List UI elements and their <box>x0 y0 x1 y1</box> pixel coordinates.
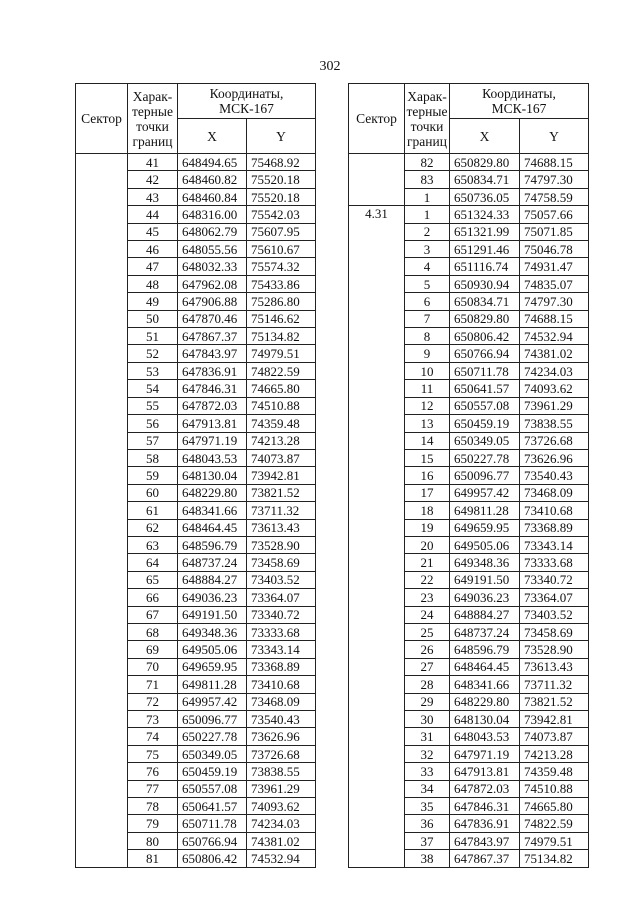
cell-y: 73540.43 <box>247 711 316 728</box>
cell-y: 74381.02 <box>247 832 316 849</box>
cell-point: 78 <box>128 798 178 815</box>
cell-y: 73368.89 <box>520 519 589 536</box>
cell-y: 73340.72 <box>247 606 316 623</box>
header-coordinates-line: Координаты, <box>482 86 556 101</box>
cell-point: 41 <box>128 154 178 171</box>
cell-point: 11 <box>405 380 450 397</box>
cell-y: 74510.88 <box>520 780 589 797</box>
cell-y: 73626.96 <box>247 728 316 745</box>
header-points <box>128 84 178 154</box>
cell-x: 648229.80 <box>450 693 520 710</box>
cell-x: 647836.91 <box>450 815 520 832</box>
cell-y: 74665.80 <box>520 798 589 815</box>
cell-x: 648464.45 <box>450 658 520 675</box>
cell-y: 73613.43 <box>520 658 589 675</box>
cell-point: 69 <box>128 641 178 658</box>
cell-point: 42 <box>128 171 178 188</box>
cell-y: 73838.55 <box>247 763 316 780</box>
cell-x: 650557.08 <box>178 780 247 797</box>
cell-x: 650459.19 <box>178 763 247 780</box>
cell-y: 74797.30 <box>520 293 589 310</box>
cell-point: 47 <box>128 258 178 275</box>
cell-point: 63 <box>128 536 178 553</box>
cell-point: 28 <box>405 676 450 693</box>
cell-point: 12 <box>405 397 450 414</box>
page-number: 302 <box>319 59 341 74</box>
cell-y: 73821.52 <box>520 693 589 710</box>
cell-point: 53 <box>128 362 178 379</box>
cell-point: 82 <box>405 154 450 171</box>
cell-y: 74931.47 <box>520 258 589 275</box>
cell-point: 61 <box>128 502 178 519</box>
cell-point: 10 <box>405 362 450 379</box>
cell-point: 9 <box>405 345 450 362</box>
cell-sector <box>349 154 405 206</box>
cell-x: 650349.05 <box>450 432 520 449</box>
coordinates-table-right <box>348 83 589 868</box>
cell-point: 55 <box>128 397 178 414</box>
cell-y: 75433.86 <box>247 275 316 292</box>
cell-x: 648464.45 <box>178 519 247 536</box>
cell-x: 650834.71 <box>450 293 520 310</box>
cell-point: 57 <box>128 432 178 449</box>
cell-x: 648032.33 <box>178 258 247 275</box>
cell-x: 647846.31 <box>450 798 520 815</box>
cell-point: 8 <box>405 328 450 345</box>
cell-point: 51 <box>128 328 178 345</box>
cell-y: 74532.94 <box>520 328 589 345</box>
cell-point: 80 <box>128 832 178 849</box>
cell-point: 76 <box>128 763 178 780</box>
header-x: X <box>178 119 247 154</box>
cell-y: 74510.88 <box>247 397 316 414</box>
cell-point: 18 <box>405 502 450 519</box>
cell-point: 14 <box>405 432 450 449</box>
cell-x: 648596.79 <box>178 536 247 553</box>
cell-x: 648884.27 <box>178 571 247 588</box>
cell-y: 75146.62 <box>247 310 316 327</box>
cell-y: 74359.48 <box>247 415 316 432</box>
header-points <box>405 84 450 154</box>
cell-point: 32 <box>405 745 450 762</box>
cell-y: 75046.78 <box>520 241 589 258</box>
cell-y: 74688.15 <box>520 154 589 171</box>
cell-x: 649659.95 <box>178 658 247 675</box>
cell-point: 15 <box>405 449 450 466</box>
header-y: Y <box>247 119 316 154</box>
cell-y: 73942.81 <box>520 711 589 728</box>
cell-x: 649036.23 <box>178 589 247 606</box>
cell-y: 73458.69 <box>247 554 316 571</box>
cell-point: 2 <box>405 223 450 240</box>
cell-x: 648341.66 <box>450 676 520 693</box>
cell-x: 650736.05 <box>450 188 520 205</box>
cell-point: 36 <box>405 815 450 832</box>
cell-y: 73368.89 <box>247 658 316 675</box>
cell-y: 73540.43 <box>520 467 589 484</box>
cell-y: 74688.15 <box>520 310 589 327</box>
cell-y: 73961.29 <box>247 780 316 797</box>
cell-x: 651116.74 <box>450 258 520 275</box>
table-body <box>349 154 589 868</box>
cell-point: 70 <box>128 658 178 675</box>
cell-y: 73626.96 <box>520 449 589 466</box>
cell-y: 74822.59 <box>247 362 316 379</box>
cell-x: 650227.78 <box>178 728 247 745</box>
cell-y: 75607.95 <box>247 223 316 240</box>
cell-x: 647971.19 <box>178 432 247 449</box>
cell-x: 647843.97 <box>178 345 247 362</box>
cell-x: 649957.42 <box>450 484 520 501</box>
cell-y: 74093.62 <box>247 798 316 815</box>
cell-x: 648130.04 <box>450 711 520 728</box>
cell-y: 73528.90 <box>247 536 316 553</box>
cell-x: 651324.33 <box>450 206 520 223</box>
cell-x: 647913.81 <box>178 415 247 432</box>
cell-point: 29 <box>405 693 450 710</box>
cell-point: 72 <box>128 693 178 710</box>
cell-y: 73333.68 <box>247 623 316 640</box>
cell-y: 75520.18 <box>247 171 316 188</box>
cell-x: 647846.31 <box>178 380 247 397</box>
cell-y: 75542.03 <box>247 206 316 223</box>
cell-point: 27 <box>405 658 450 675</box>
cell-y: 74213.28 <box>247 432 316 449</box>
cell-y: 73364.07 <box>247 589 316 606</box>
cell-point: 75 <box>128 745 178 762</box>
cell-x: 649505.06 <box>450 536 520 553</box>
cell-x: 647867.37 <box>178 328 247 345</box>
cell-y: 74822.59 <box>520 815 589 832</box>
cell-point: 83 <box>405 171 450 188</box>
cell-x: 650557.08 <box>450 397 520 414</box>
cell-x: 650349.05 <box>178 745 247 762</box>
header-coordinates <box>450 84 589 119</box>
cell-point: 38 <box>405 850 450 867</box>
header-points-line: границ <box>407 133 447 149</box>
cell-y: 75057.66 <box>520 206 589 223</box>
cell-y: 73343.14 <box>520 536 589 553</box>
cell-point: 20 <box>405 536 450 553</box>
cell-point: 67 <box>128 606 178 623</box>
cell-x: 647971.19 <box>450 745 520 762</box>
cell-y: 75134.82 <box>247 328 316 345</box>
cell-point: 6 <box>405 293 450 310</box>
cell-point: 35 <box>405 798 450 815</box>
header-points-line: Харак- <box>407 88 447 104</box>
cell-point: 58 <box>128 449 178 466</box>
cell-point: 43 <box>128 188 178 205</box>
cell-point: 33 <box>405 763 450 780</box>
table-row <box>349 154 589 171</box>
cell-point: 66 <box>128 589 178 606</box>
cell-y: 74835.07 <box>520 275 589 292</box>
cell-x: 649659.95 <box>450 519 520 536</box>
cell-x: 647843.97 <box>450 832 520 849</box>
table-row <box>76 154 316 171</box>
cell-point: 3 <box>405 241 450 258</box>
cell-point: 46 <box>128 241 178 258</box>
cell-x: 650711.78 <box>450 362 520 379</box>
cell-sector <box>76 154 128 868</box>
cell-x: 649036.23 <box>450 589 520 606</box>
cell-y: 74979.51 <box>520 832 589 849</box>
cell-x: 650806.42 <box>450 328 520 345</box>
cell-x: 647870.46 <box>178 310 247 327</box>
cell-x: 647906.88 <box>178 293 247 310</box>
cell-point: 21 <box>405 554 450 571</box>
cell-y: 73613.43 <box>247 519 316 536</box>
header-points-line: точки <box>136 118 169 134</box>
cell-point: 74 <box>128 728 178 745</box>
cell-point: 49 <box>128 293 178 310</box>
cell-y: 74979.51 <box>247 345 316 362</box>
cell-point: 68 <box>128 623 178 640</box>
cell-y: 73458.69 <box>520 623 589 640</box>
cell-point: 26 <box>405 641 450 658</box>
cell-x: 649811.28 <box>178 676 247 693</box>
cell-x: 651291.46 <box>450 241 520 258</box>
cell-y: 73711.32 <box>247 502 316 519</box>
header-points-line: точки <box>410 118 444 134</box>
cell-y: 74093.62 <box>520 380 589 397</box>
cell-point: 19 <box>405 519 450 536</box>
cell-x: 650641.57 <box>178 798 247 815</box>
cell-x: 648055.56 <box>178 241 247 258</box>
cell-x: 650834.71 <box>450 171 520 188</box>
cell-y: 73726.68 <box>247 745 316 762</box>
cell-point: 37 <box>405 832 450 849</box>
cell-y: 74758.59 <box>520 188 589 205</box>
cell-y: 73364.07 <box>520 589 589 606</box>
cell-y: 74359.48 <box>520 763 589 780</box>
cell-x: 647836.91 <box>178 362 247 379</box>
cell-x: 650829.80 <box>450 154 520 171</box>
cell-point: 24 <box>405 606 450 623</box>
cell-point: 23 <box>405 589 450 606</box>
cell-x: 648043.53 <box>450 728 520 745</box>
cell-y: 73726.68 <box>520 432 589 449</box>
cell-x: 650096.77 <box>450 467 520 484</box>
cell-x: 650096.77 <box>178 711 247 728</box>
cell-y: 74381.02 <box>520 345 589 362</box>
header-sector: Сектор <box>76 84 128 154</box>
cell-y: 75520.18 <box>247 188 316 205</box>
cell-point: 34 <box>405 780 450 797</box>
header-coordinates-line: МСК-167 <box>219 101 274 116</box>
coordinates-table-left <box>75 83 316 868</box>
header-x: X <box>450 119 520 154</box>
cell-x: 650829.80 <box>450 310 520 327</box>
cell-y: 73961.29 <box>520 397 589 414</box>
cell-y: 73343.14 <box>247 641 316 658</box>
cell-point: 65 <box>128 571 178 588</box>
cell-point: 17 <box>405 484 450 501</box>
cell-point: 73 <box>128 711 178 728</box>
header-points-line: терные <box>406 103 448 119</box>
cell-y: 75610.67 <box>247 241 316 258</box>
cell-y: 74073.87 <box>247 449 316 466</box>
cell-point: 77 <box>128 780 178 797</box>
cell-x: 648229.80 <box>178 484 247 501</box>
cell-x: 649348.36 <box>450 554 520 571</box>
cell-point: 64 <box>128 554 178 571</box>
cell-point: 5 <box>405 275 450 292</box>
cell-x: 647872.03 <box>178 397 247 414</box>
cell-x: 649348.36 <box>178 623 247 640</box>
cell-y: 74234.03 <box>247 815 316 832</box>
cell-y: 73711.32 <box>520 676 589 693</box>
cell-point: 54 <box>128 380 178 397</box>
cell-point: 7 <box>405 310 450 327</box>
cell-point: 56 <box>128 415 178 432</box>
cell-x: 649957.42 <box>178 693 247 710</box>
header-points-line: Харак- <box>132 88 173 104</box>
cell-x: 648130.04 <box>178 467 247 484</box>
cell-x: 649191.50 <box>178 606 247 623</box>
cell-point: 79 <box>128 815 178 832</box>
cell-y: 75468.92 <box>247 154 316 171</box>
cell-y: 73410.68 <box>247 676 316 693</box>
cell-point: 30 <box>405 711 450 728</box>
cell-x: 649811.28 <box>450 502 520 519</box>
cell-x: 649505.06 <box>178 641 247 658</box>
cell-y: 73403.52 <box>247 571 316 588</box>
cell-x: 650766.94 <box>178 832 247 849</box>
cell-y: 74234.03 <box>520 362 589 379</box>
cell-x: 648494.65 <box>178 154 247 171</box>
cell-point: 81 <box>128 850 178 867</box>
header-sector: Сектор <box>349 84 405 154</box>
cell-point: 13 <box>405 415 450 432</box>
cell-y: 75071.85 <box>520 223 589 240</box>
cell-point: 48 <box>128 275 178 292</box>
cell-point: 45 <box>128 223 178 240</box>
cell-point: 62 <box>128 519 178 536</box>
cell-point: 16 <box>405 467 450 484</box>
cell-y: 73410.68 <box>520 502 589 519</box>
cell-x: 647913.81 <box>450 763 520 780</box>
cell-x: 648884.27 <box>450 606 520 623</box>
cell-x: 650930.94 <box>450 275 520 292</box>
cell-x: 648043.53 <box>178 449 247 466</box>
cell-point: 1 <box>405 188 450 205</box>
cell-point: 22 <box>405 571 450 588</box>
cell-point: 60 <box>128 484 178 501</box>
cell-point: 52 <box>128 345 178 362</box>
cell-x: 650641.57 <box>450 380 520 397</box>
cell-y: 74665.80 <box>247 380 316 397</box>
cell-y: 75286.80 <box>247 293 316 310</box>
cell-point: 71 <box>128 676 178 693</box>
cell-point: 25 <box>405 623 450 640</box>
header-coordinates-line: Координаты, <box>209 86 284 101</box>
header-coordinates-line: МСК-167 <box>491 101 547 116</box>
cell-x: 647867.37 <box>450 850 520 867</box>
table-row <box>349 206 589 223</box>
cell-y: 74797.30 <box>520 171 589 188</box>
cell-x: 650766.94 <box>450 345 520 362</box>
cell-y: 73821.52 <box>247 484 316 501</box>
header-points-line: терные <box>132 103 173 119</box>
cell-y: 73838.55 <box>520 415 589 432</box>
header-coordinates <box>178 84 316 119</box>
cell-x: 648737.24 <box>450 623 520 640</box>
cell-y: 74213.28 <box>520 745 589 762</box>
cell-y: 74073.87 <box>520 728 589 745</box>
cell-point: 4 <box>405 258 450 275</box>
cell-x: 650806.42 <box>178 850 247 867</box>
cell-point: 1 <box>405 206 450 223</box>
cell-y: 74532.94 <box>247 850 316 867</box>
cell-x: 648460.84 <box>178 188 247 205</box>
cell-x: 650459.19 <box>450 415 520 432</box>
cell-y: 73468.09 <box>520 484 589 501</box>
cell-x: 647962.08 <box>178 275 247 292</box>
cell-x: 648316.00 <box>178 206 247 223</box>
cell-sector: 4.31 <box>349 206 405 867</box>
cell-x: 648341.66 <box>178 502 247 519</box>
cell-y: 73403.52 <box>520 606 589 623</box>
cell-x: 648460.82 <box>178 171 247 188</box>
cell-y: 73528.90 <box>520 641 589 658</box>
cell-x: 649191.50 <box>450 571 520 588</box>
cell-x: 647872.03 <box>450 780 520 797</box>
cell-point: 50 <box>128 310 178 327</box>
cell-x: 648596.79 <box>450 641 520 658</box>
cell-x: 648737.24 <box>178 554 247 571</box>
header-points-line: границ <box>132 133 173 149</box>
cell-y: 75574.32 <box>247 258 316 275</box>
cell-x: 650711.78 <box>178 815 247 832</box>
cell-point: 59 <box>128 467 178 484</box>
cell-y: 73468.09 <box>247 693 316 710</box>
cell-point: 44 <box>128 206 178 223</box>
cell-y: 73942.81 <box>247 467 316 484</box>
cell-y: 73333.68 <box>520 554 589 571</box>
table-body <box>76 154 316 868</box>
cell-y: 73340.72 <box>520 571 589 588</box>
cell-y: 75134.82 <box>520 850 589 867</box>
header-y: Y <box>520 119 589 154</box>
cell-x: 648062.79 <box>178 223 247 240</box>
cell-x: 651321.99 <box>450 223 520 240</box>
cell-x: 650227.78 <box>450 449 520 466</box>
cell-point: 31 <box>405 728 450 745</box>
